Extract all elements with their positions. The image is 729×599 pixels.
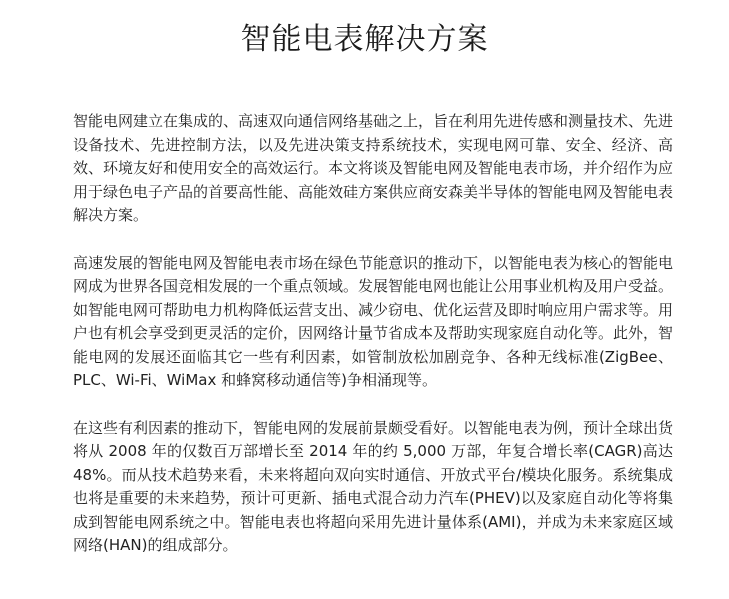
article-body — [73, 110, 673, 582]
page-title: 智能电表解决方案 — [240, 22, 489, 57]
paragraph-market-drivers: 高速发展的智能电网及智能电表市场在绿色节能意识的推动下，以智能电表为核心的智能电网成为世界各国竞相发展的一个重点领域。发展智能电网也能让公用事业机构及用户受益。如智能电网可帮助电力机构降低运营支出、减少窃电、优化运营及即时响应用户需求等。用户也有机会享受到更灵活的定价，因网络计量节省成本及帮助实现家庭自动化等。此外，智能电网的发展还面临其它一些有利因素，如管制放松加剧竞争、各种无线标准(ZigBee、PLC、Wi-Fi、WiMax 和蜂窝移动通信等)争相涌现等。 — [73, 253, 674, 389]
paragraph-intro: 智能电网建立在集成的、高速双向通信网络基础之上，旨在利用先进传感和测量技术、先进设备技术、先进控制方法，以及先进决策支持系统技术，实现电网可靠、安全、经济、高效、环境友好和使用安全的高效运行。本文将谈及智能电网及智能电表市场，并介绍作为应用于绿色电子产品的首要高性能、高能效硅方案供应商安森美半导体的智能电网及智能电表解决方案。 — [73, 112, 674, 224]
paragraph-outlook: 在这些有利因素的推动下，智能电网的发展前景颇受看好。以智能电表为例，预计全球出货将从 2008 年的仅数百万部增长至 2014 年的约 5,000 万部，年复合增长率(CAGR)高达 48%。而从技术趋势来看，未来将超向双向实时通信、开放式平台/模块化服务。系统集成也将是重要的未来趋势，预计可更新、插电式混合动力汽车(PHEV)以及家庭自动化等将集成到智能电网系统之中。智能电表也将超向采用先进计量体系(AMI)，并成为未来家庭区域网络(HAN)的组成部分。 — [73, 418, 674, 554]
